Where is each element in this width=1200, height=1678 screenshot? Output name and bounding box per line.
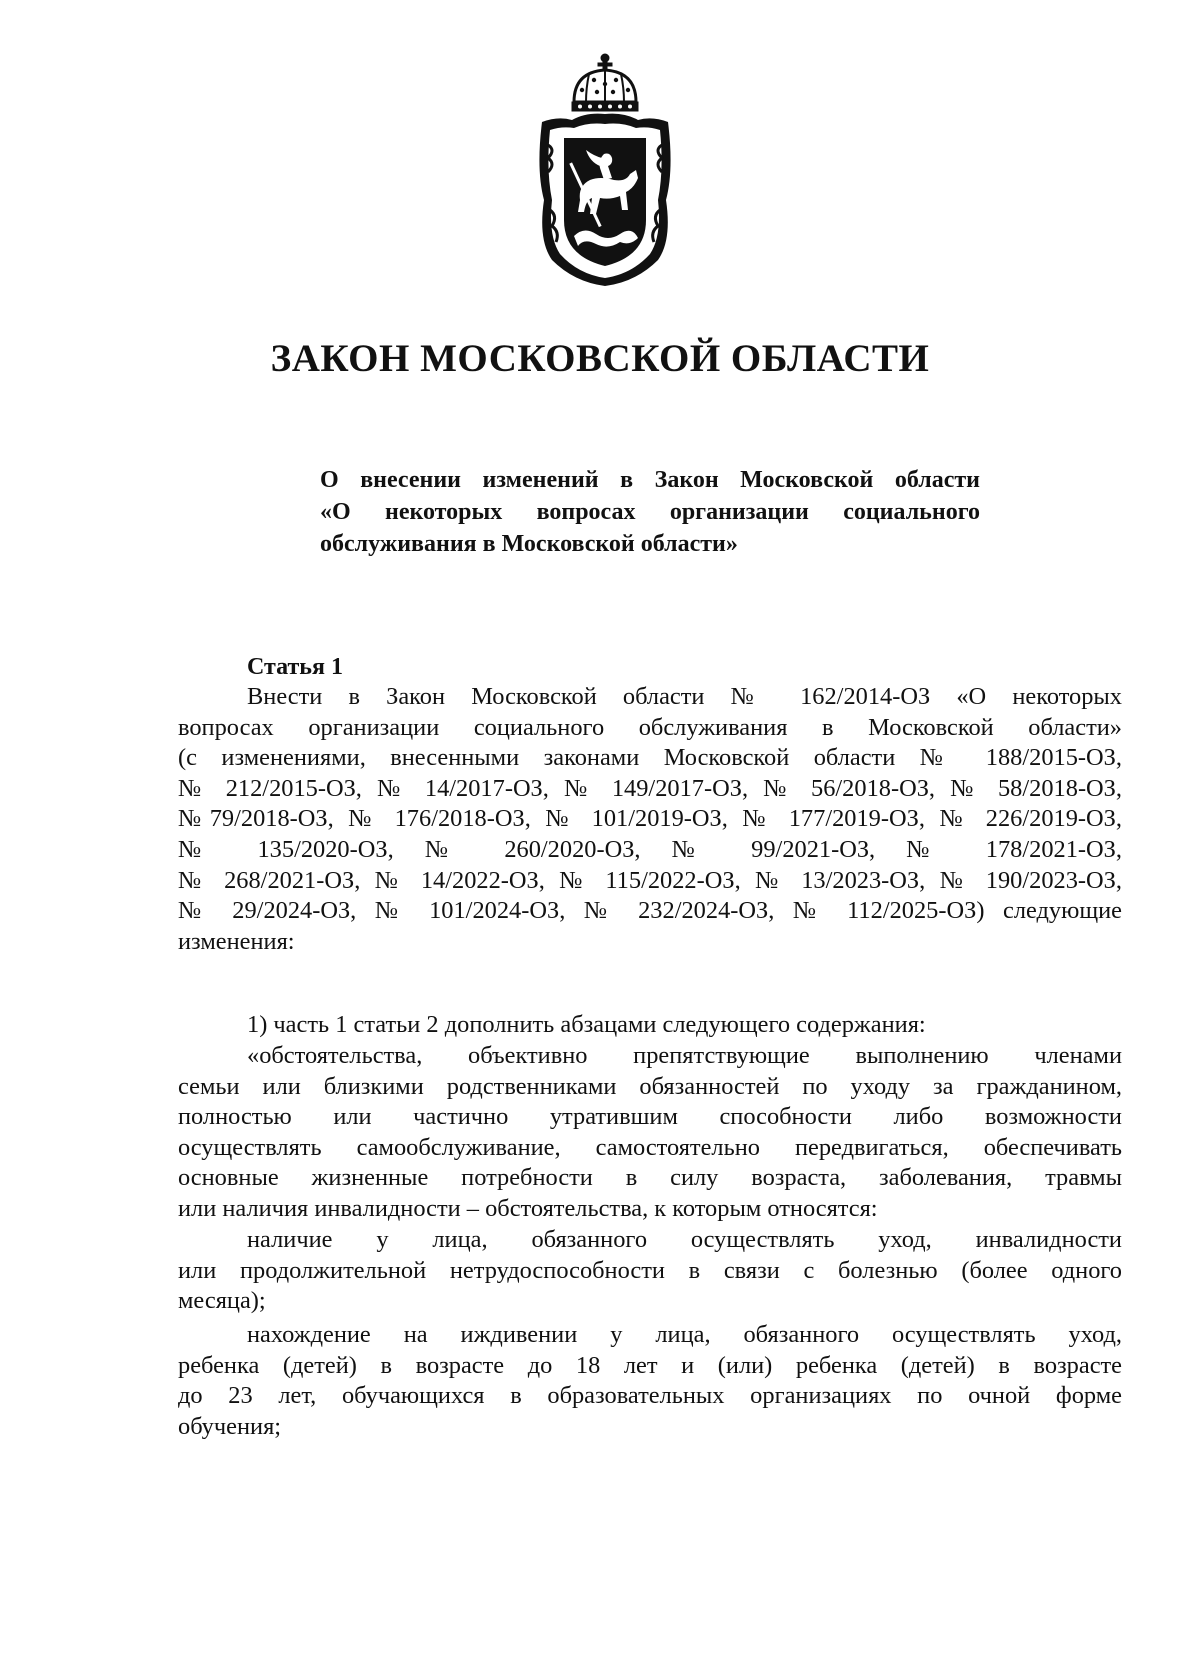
subject-line: «О некоторых вопросах организации социального <box>320 499 980 525</box>
paragraph-line: ребенка (детей) в возрасте до 18 лет и (или) ребенка (детей) в возрасте <box>178 1351 1122 1379</box>
paragraph-line: до 23 лет, обучающихся в образовательных организациях по очной форме <box>178 1382 1122 1410</box>
subject-line: обслуживания в Московской области» <box>320 531 738 557</box>
paragraph-line: полностью или частично утратившим способности либо возможности <box>178 1103 1122 1131</box>
subject-line: О внесении изменений в Закон Московской области <box>320 467 980 493</box>
paragraph-dependents <box>178 1320 1122 1442</box>
paragraph-line: вопросах организации социального обслуживания в Московской области» <box>178 713 1122 741</box>
paragraph-line: обучения; <box>178 1412 282 1440</box>
paragraph-line: «обстоятельства, объективно препятствующие выполнению членами <box>247 1042 1122 1069</box>
law-subject <box>320 464 980 560</box>
paragraph-disability <box>178 1225 1122 1317</box>
paragraph-line: наличие у лица, обязанного осуществлять уход, инвалидности <box>247 1226 1122 1253</box>
paragraph-line: № 29/2024-ОЗ, № 101/2024-ОЗ, № 232/2024-ОЗ, № 112/2025-ОЗ) следующие <box>178 897 1122 925</box>
paragraph-line: изменения: <box>178 927 295 955</box>
paragraph-line: 1) часть 1 статьи 2 дополнить абзацами следующего содержания: <box>247 1011 926 1038</box>
coat-of-arms-drawing <box>534 50 676 290</box>
article-intro-paragraph <box>178 682 1122 957</box>
paragraph-line: осуществлять самообслуживание, самостоятельно передвигаться, обеспечивать <box>178 1133 1122 1161</box>
paragraph-line: № 135/2020-ОЗ, № 260/2020-ОЗ, № 99/2021-ОЗ, № 178/2021-ОЗ, <box>178 835 1122 863</box>
law-title: ЗАКОН МОСКОВСКОЙ ОБЛАСТИ <box>270 337 930 380</box>
item-1-definition <box>178 1041 1122 1225</box>
paragraph-line: (с изменениями, внесенными законами Московской области № 188/2015-ОЗ, <box>178 744 1122 772</box>
paragraph-line: № 268/2021-ОЗ, № 14/2022-ОЗ, № 115/2022-ОЗ, № 13/2023-ОЗ, № 190/2023-ОЗ, <box>178 866 1122 894</box>
paragraph-line: №79/2018-ОЗ, № 176/2018-ОЗ, № 101/2019-ОЗ, № 177/2019-ОЗ, № 226/2019-ОЗ, <box>178 805 1122 833</box>
paragraph-line: № 212/2015-ОЗ, № 14/2017-ОЗ, № 149/2017-ОЗ, № 56/2018-ОЗ, № 58/2018-ОЗ, <box>178 774 1122 802</box>
paragraph-line: месяца); <box>178 1287 266 1315</box>
item-1-lead <box>178 1010 1122 1041</box>
article-heading: Статья 1 <box>247 654 343 680</box>
paragraph-line: семьи или близкими родственниками обязанностей по уходу за гражданином, <box>178 1072 1122 1100</box>
paragraph-line: или наличия инвалидности – обстоятельства, к которым относятся: <box>178 1194 878 1222</box>
paragraph-line: Внести в Закон Московской области № 162/2014-ОЗ «О некоторых <box>247 683 1122 710</box>
coat-of-arms-icon <box>534 50 676 290</box>
paragraph-line: основные жизненные потребности в силу возраста, заболевания, травмы <box>178 1164 1122 1192</box>
paragraph-line: или продолжительной нетрудоспособности в связи с болезнью (более одного <box>178 1256 1122 1284</box>
paragraph-line: нахождение на иждивении у лица, обязанного осуществлять уход, <box>247 1321 1122 1348</box>
